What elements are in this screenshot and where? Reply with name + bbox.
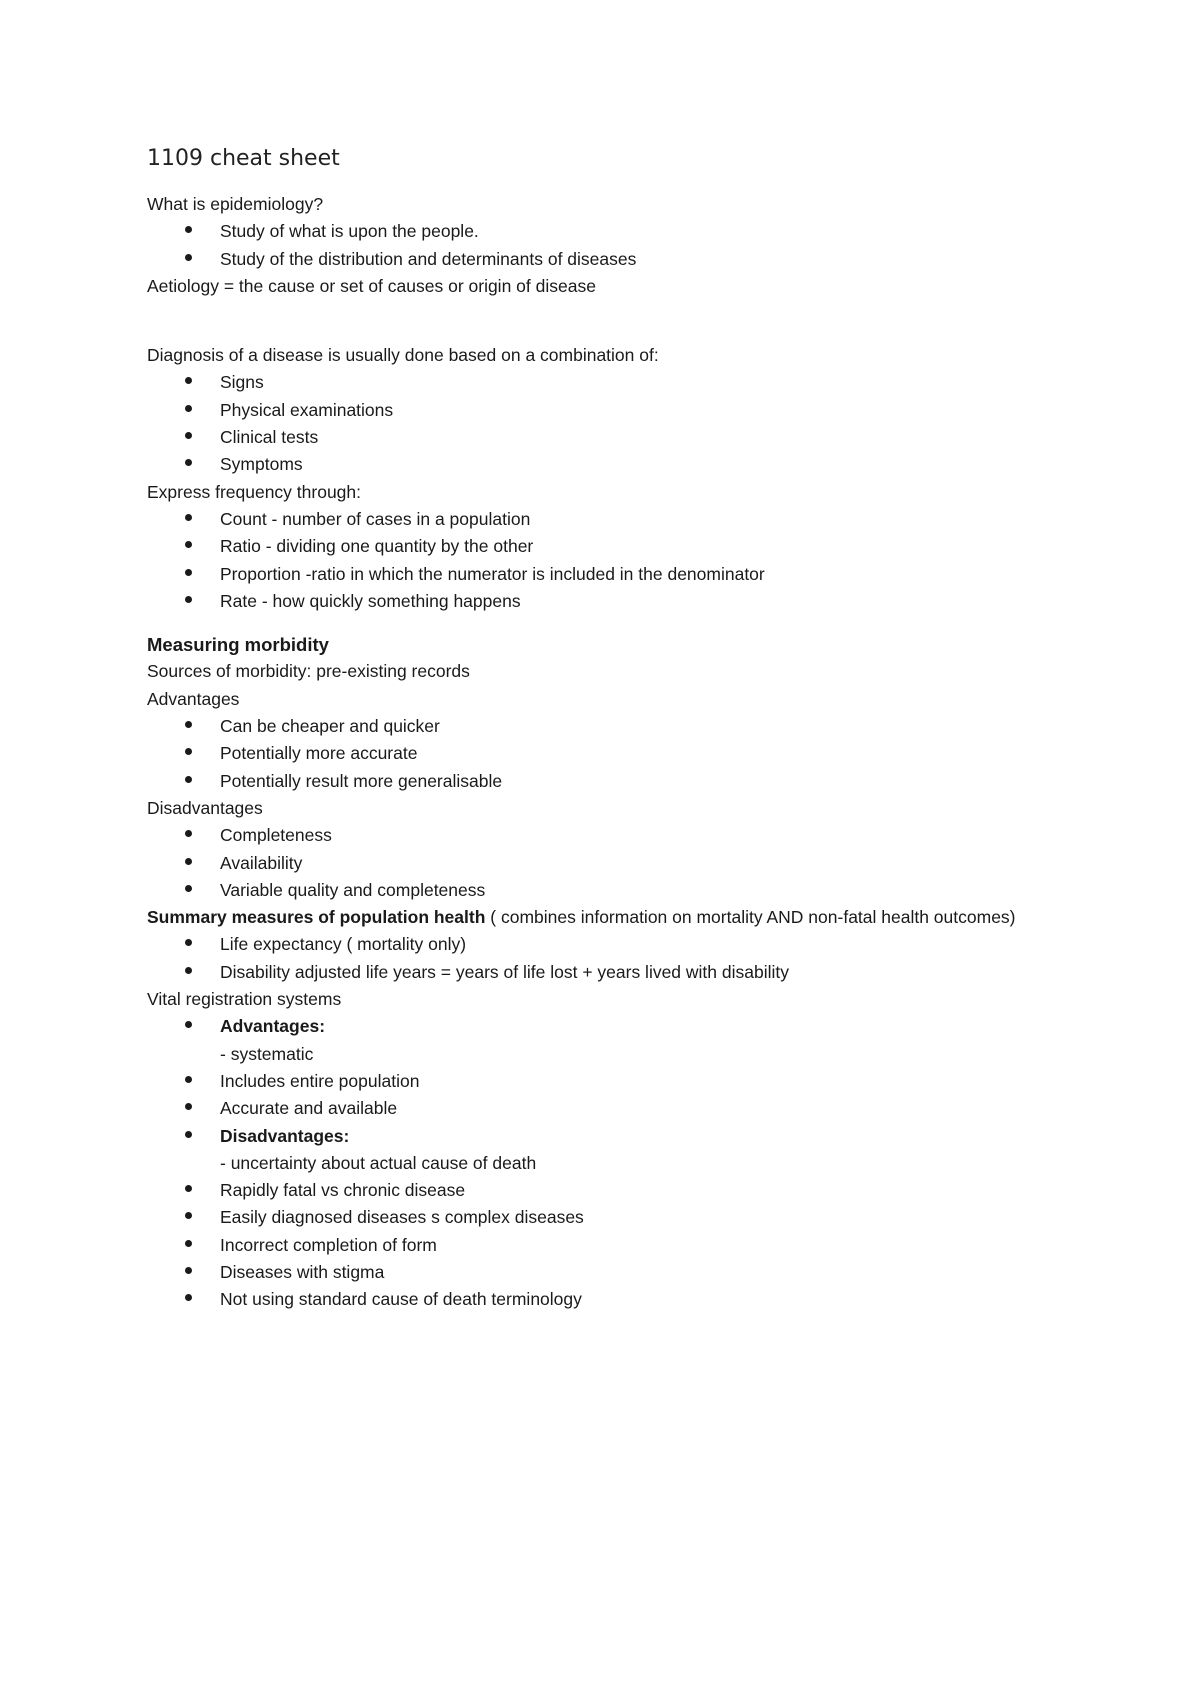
epidemiology-question: What is epidemiology?: [147, 194, 324, 214]
summary-description: ( combines information on mortality AND non-fatal health outcomes): [485, 907, 1016, 928]
list-item: Availability: [147, 850, 1097, 877]
summary-paragraph: [147, 904, 1097, 931]
list-item: Proportion -ratio in which the numerator is included in the denominator: [147, 561, 1097, 588]
vital-registration-intro: Vital registration systems: [147, 989, 342, 1010]
list-item: Ratio - dividing one quantity by the other: [147, 533, 1097, 560]
summary-heading: Summary measures of population health: [147, 907, 486, 928]
list-item: Incorrect completion of form: [147, 1232, 1097, 1259]
diagnosis-intro: Diagnosis of a disease is usually done based on a combination of:: [147, 345, 659, 366]
list-item: Study of the distribution and determinants of diseases: [147, 246, 1097, 273]
list-item: Diseases with stigma: [147, 1259, 1097, 1286]
advantages-label: Advantages: [147, 688, 240, 709]
vital-disadvantages-sub: - uncertainty about actual cause of death: [220, 1152, 537, 1173]
list-item: Rate - how quickly something happens: [147, 588, 1097, 615]
list-item: Disability adjusted life years = years of life lost + years lived with disability: [147, 959, 1097, 986]
list-item: Accurate and available: [147, 1095, 1097, 1122]
list-item: Potentially more accurate: [147, 740, 1097, 767]
vital-disadvantages-label: Disadvantages:: [147, 1123, 1097, 1150]
list-item: Can be cheaper and quicker: [147, 713, 1097, 740]
list-item: Clinical tests: [147, 424, 1097, 451]
list-item: Study of what is upon the people.: [147, 218, 1097, 245]
list-item: Easily diagnosed diseases s complex diseases: [147, 1204, 1097, 1231]
morbidity-heading: Measuring morbidity: [147, 634, 329, 656]
vital-advantages-sub: - systematic: [220, 1043, 314, 1064]
list-item: Signs: [147, 369, 1097, 396]
list-item: Rapidly fatal vs chronic disease: [147, 1177, 1097, 1204]
list-item: Variable quality and completeness: [147, 877, 1097, 904]
list-item: Symptoms: [147, 451, 1097, 478]
list-item: Completeness: [147, 822, 1097, 849]
aetiology-definition: Aetiology = the cause or set of causes or origin of disease: [147, 275, 596, 296]
disadvantages-label: Disadvantages: [147, 797, 263, 818]
document-body: [147, 191, 1097, 1314]
list-item: Life expectancy ( mortality only): [147, 931, 1097, 958]
list-item: Physical examinations: [147, 397, 1097, 424]
document-title: 1109 cheat sheet: [147, 146, 340, 171]
list-item: Potentially result more generalisable: [147, 768, 1097, 795]
morbidity-sources: Sources of morbidity: pre-existing records: [147, 661, 470, 682]
list-item: Count - number of cases in a population: [147, 506, 1097, 533]
frequency-intro: Express frequency through:: [147, 481, 362, 502]
list-item: Includes entire population: [147, 1068, 1097, 1095]
list-item: Not using standard cause of death terminology: [147, 1286, 1097, 1313]
vital-advantages-label: Advantages:: [147, 1013, 1097, 1040]
